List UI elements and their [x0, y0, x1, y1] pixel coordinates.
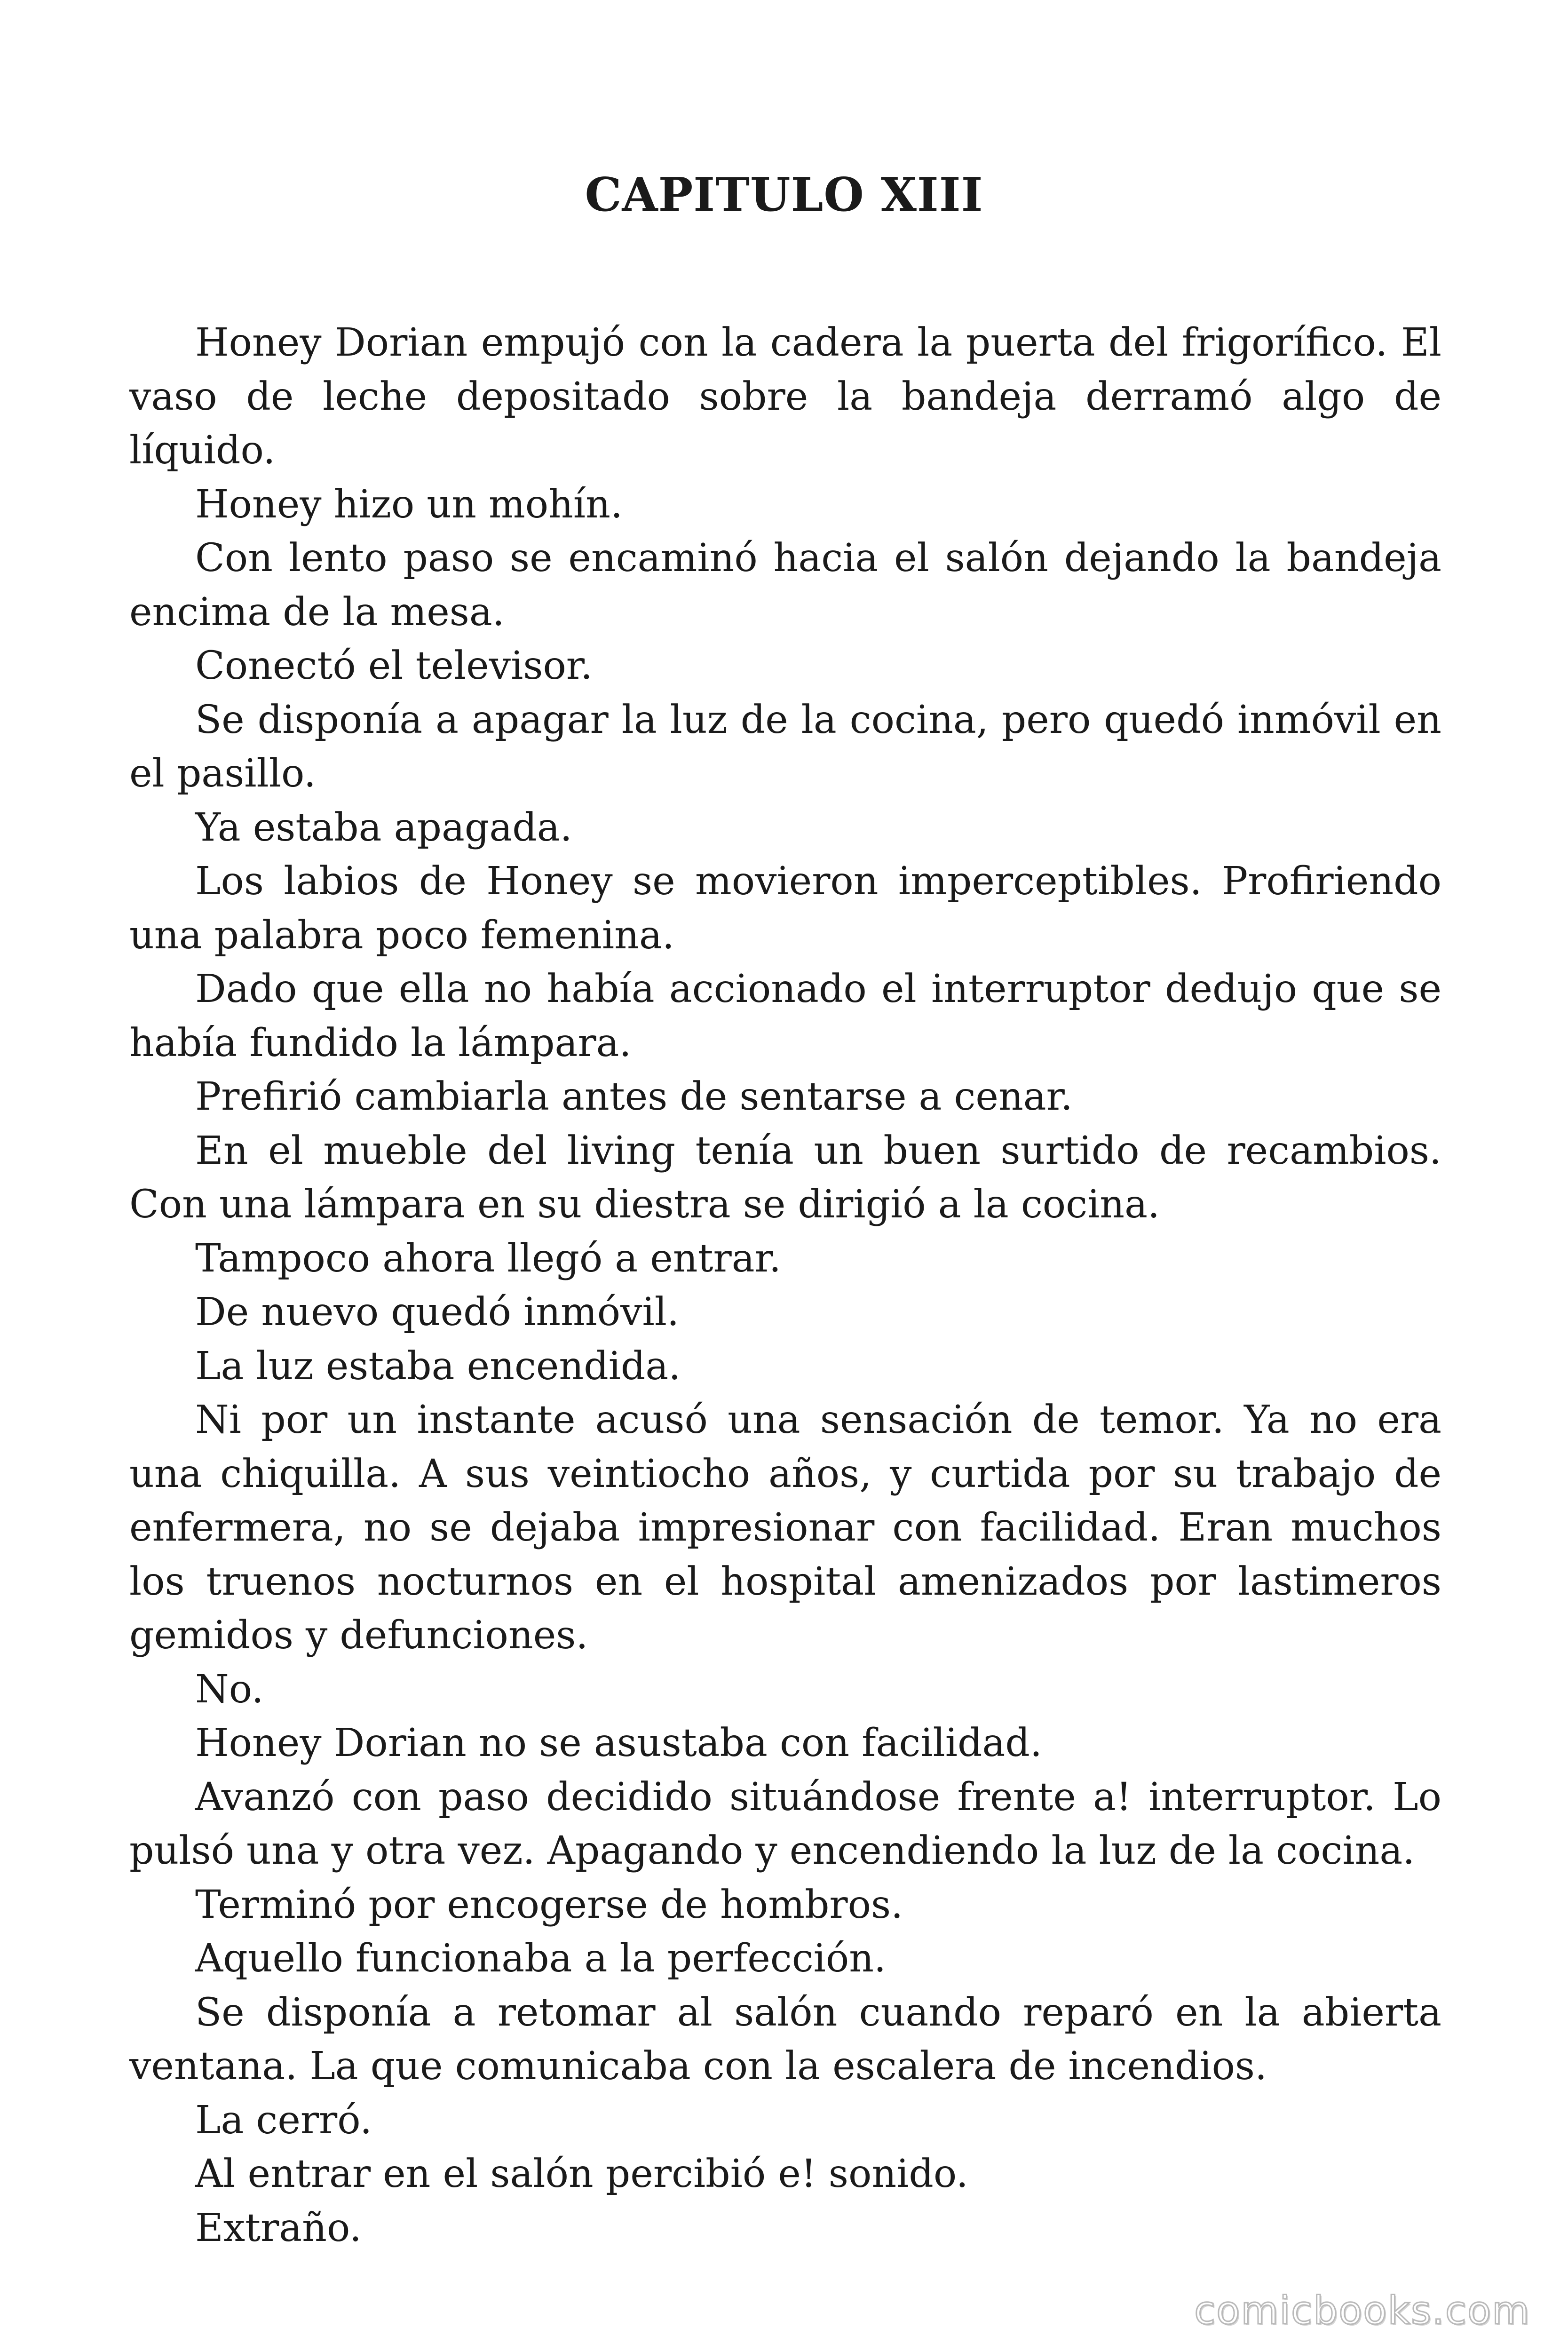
paragraph: Ya estaba apagada.	[195, 805, 572, 850]
paragraph: Dado que ella no había accionado el interruptor dedujo que se había fundido la lámpara.	[129, 967, 1441, 1065]
paragraph: Con lento paso se encaminó hacia el salón dejando la bandeja encima de la mesa.	[129, 536, 1441, 635]
paragraph: Al entrar en el salón percibió e! sonido.	[195, 2152, 968, 2196]
chapter-title: CAPITULO XIII	[585, 168, 983, 222]
paragraph: La cerró.	[195, 2098, 372, 2143]
paragraph: La luz estaba encendida.	[195, 1343, 681, 1389]
paragraph: Se disponía a apagar la luz de la cocina, pero quedó inmóvil en el pasillo.	[129, 697, 1441, 796]
watermark-logo: comicbooks.com	[1194, 2288, 1530, 2333]
paragraph: Tampoco ahora llegó a entrar.	[195, 1236, 781, 1281]
paragraph: Avanzó con paso decidido situándose frente a! interruptor. Lo pulsó una y otra vez. Apagando y encendiendo la luz de la cocina.	[129, 1774, 1441, 1873]
paragraph: Honey Dorian no se asustaba con facilidad.	[195, 1721, 1042, 1765]
paragraph: No.	[195, 1667, 264, 1712]
paragraph: Prefirió cambiarla antes de sentarse a cenar.	[195, 1074, 1073, 1119]
paragraph: De nuevo quedó inmóvil.	[195, 1290, 680, 1335]
paragraph: Conectó el televisor.	[195, 644, 593, 688]
paragraph: Ni por un instante acusó una sensación de temor. Ya no era una chiquilla. A sus veintiocho años, y curtida por su trabajo de enfermera, no se dejaba impresionar con facilidad. Eran muchos los truenos nocturnos en el hospital amenizados por lastimeros gemidos y defunciones.	[129, 1398, 1441, 1658]
paragraph: Se disponía a retomar al salón cuando reparó en la abierta ventana. La que comunicaba con la escalera de incendios.	[129, 1990, 1441, 2089]
paragraph: Honey hizo un mohín.	[195, 482, 623, 527]
paragraph: En el mueble del living tenía un buen surtido de recambios. Con una lámpara en su diestra se dirigió a la cocina.	[129, 1128, 1441, 1227]
paragraph: Terminó por encogerse de hombros.	[195, 1882, 903, 1927]
paragraph: Extraño.	[195, 2205, 362, 2250]
paragraph: Honey Dorian empujó con la cadera la puerta del frigorífico. El vaso de leche depositado sobre la bandeja derramó algo de líquido.	[129, 320, 1441, 473]
paragraph: Los labios de Honey se movieron imperceptibles. Profiriendo una palabra poco femenina.	[129, 859, 1441, 958]
chapter-body	[129, 316, 1441, 2255]
paragraph: Aquello funcionaba a la perfección.	[195, 1936, 887, 1981]
